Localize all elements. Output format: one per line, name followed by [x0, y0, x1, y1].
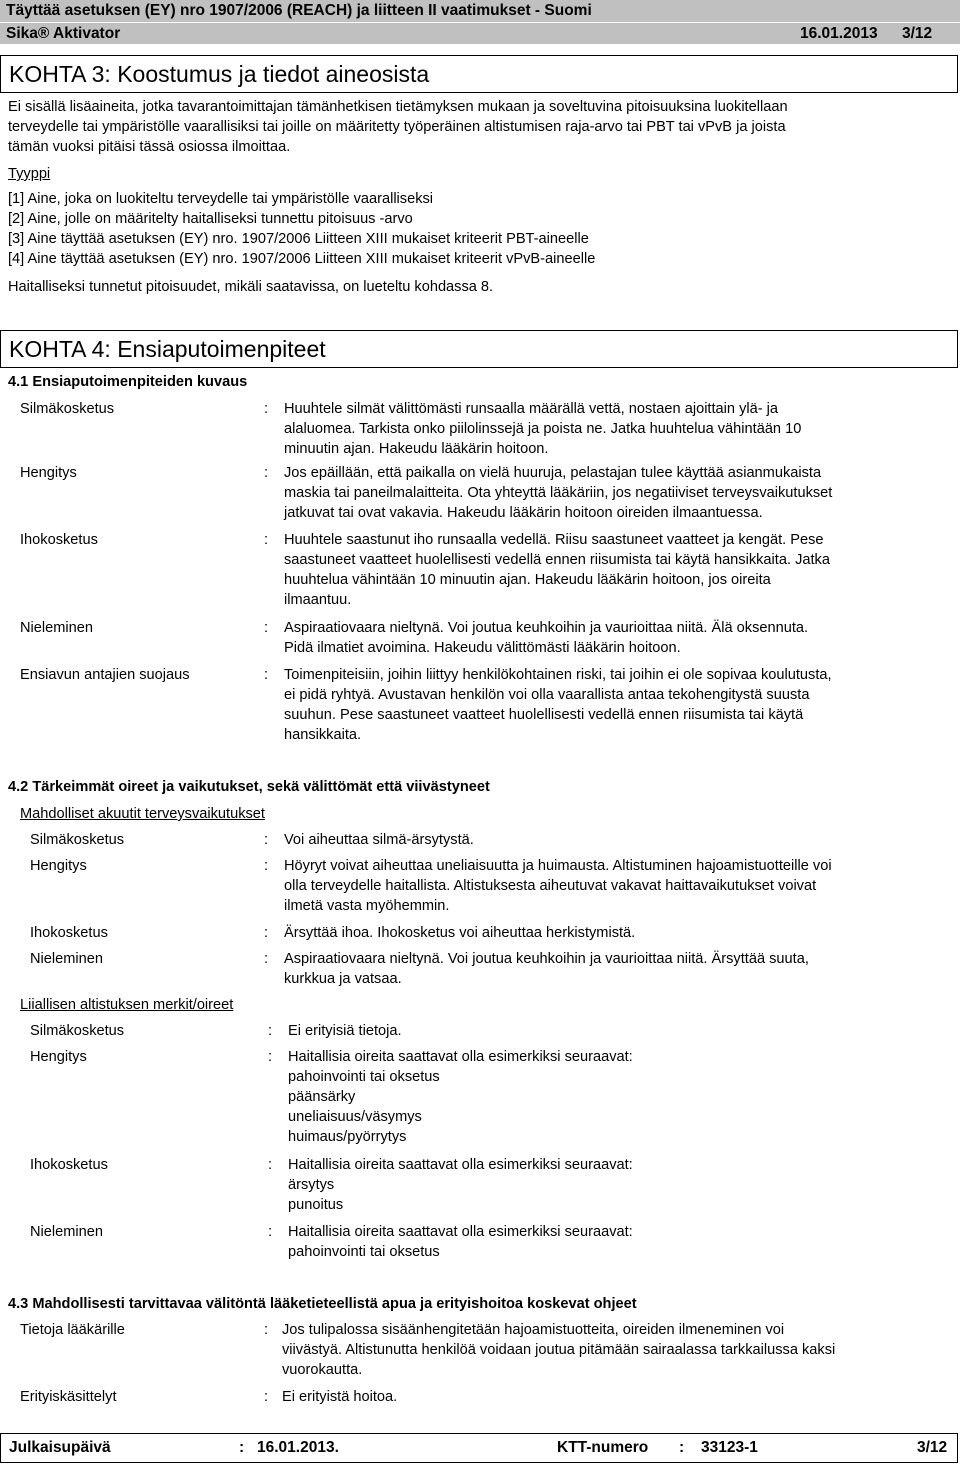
footer-separator: :	[679, 1439, 685, 1456]
row-value	[284, 463, 944, 523]
row-value	[288, 1047, 948, 1147]
row-separator: :	[264, 401, 269, 417]
row-label: Nieleminen	[20, 620, 94, 636]
row-separator: :	[264, 925, 269, 941]
value-line: Pidä ilmatiet avoimina. Hakeudu välittömästi lääkärin hoitoon.	[284, 640, 681, 656]
document-subheader	[0, 23, 960, 44]
publication-date-label: Julkaisupäivä	[9, 1439, 111, 1456]
header-page-number: 3/12	[902, 25, 933, 42]
section-3-intro	[8, 97, 953, 157]
row-value	[288, 1155, 948, 1215]
row-label: Ihokosketus	[30, 1157, 108, 1173]
row-separator: :	[264, 667, 269, 683]
value-line: Aspiraatiovaara nieltynä. Voi joutua keuhkoihin ja vaurioittaa niitä. Ärsyttää suuta,	[284, 951, 809, 967]
value-line: päänsärky	[288, 1089, 356, 1105]
row-label: Nieleminen	[30, 951, 104, 967]
row-label: Ensiavun antajien suojaus	[20, 667, 190, 683]
value-line: vuorokautta.	[282, 1362, 363, 1378]
value-line: Jos tulipalossa sisäänhengitetään hajoamistuotteita, oireiden ilmeneminen voi	[282, 1322, 785, 1338]
acute-effects-title: Mahdolliset akuutit terveysvaikutukset	[20, 806, 265, 822]
value-line: Voi aiheuttaa silmä-ärsytystä.	[284, 832, 474, 848]
row-label: Hengitys	[20, 465, 77, 481]
type-item: [1] Aine, joka on luokiteltu terveydelle tai ympäristölle vaaralliseksi	[8, 191, 434, 207]
value-line: ilmaantuu.	[284, 592, 352, 608]
row-separator: :	[268, 1049, 273, 1065]
value-line: punoitus	[288, 1197, 344, 1213]
section-3-heading: KOHTA 3: Koostumus ja tiedot aineosista	[0, 55, 958, 93]
row-value	[284, 830, 944, 850]
row-value	[284, 399, 944, 459]
value-line: ei pidä ryhtyä. Avustavan henkilön voi olla vaarallista antaa tekohengitystä suusta	[284, 687, 810, 703]
row-separator: :	[268, 1224, 273, 1240]
row-label: Nieleminen	[30, 1224, 104, 1240]
row-label: Silmäkosketus	[30, 1023, 125, 1039]
value-line: kurkkua ja vatsaa.	[284, 971, 402, 987]
intro-line: Ei sisällä lisäaineita, jotka tavarantoimittajan tämänhetkisen tietämyksen mukaan ja soveltuvina pitoisuuksina luokitellaan	[8, 99, 788, 115]
row-value	[284, 618, 944, 658]
value-line: huuhtelua vähintään 10 minuutin ajan. Hakeudu lääkärin hoitoon, jos oireita	[284, 572, 771, 588]
section-4-heading: KOHTA 4: Ensiaputoimenpiteet	[0, 330, 958, 368]
row-separator: :	[264, 532, 269, 548]
row-value	[284, 665, 944, 745]
value-line: alaluomea. Tarkista onko piilolinssejä ja poista ne. Jatka huuhtelua vähintään 10	[284, 421, 802, 437]
row-separator: :	[264, 465, 269, 481]
subsection-4-3-title: 4.3 Mahdollisesti tarvittavaa välitöntä lääketieteellistä apua ja erityishoitoa koskevat ohjeet	[8, 1296, 637, 1312]
row-label: Hengitys	[30, 1049, 87, 1065]
row-value	[282, 1320, 942, 1380]
row-label: Ihokosketus	[20, 532, 98, 548]
type-item: [2] Aine, jolle on määritelty haitalliseksi tunnettu pitoisuus -arvo	[8, 211, 413, 227]
row-label: Ihokosketus	[30, 925, 108, 941]
type-label: Tyyppi	[8, 166, 51, 182]
row-value	[282, 1387, 942, 1407]
footer-page-number: 3/12	[917, 1439, 948, 1456]
footer-separator: :	[239, 1439, 245, 1456]
value-line: Haitallisia oireita saattavat olla esimerkiksi seuraavat:	[288, 1157, 633, 1173]
intro-line: tämän vuoksi pitäisi tässä osiossa ilmoittaa.	[8, 139, 291, 155]
row-label: Hengitys	[30, 858, 87, 874]
value-line: viivästyä. Altistunutta henkilöä voidaan joutua pitämään sairaalassa tarkkailussa kaksi	[282, 1342, 836, 1358]
value-line: ilmetä vasta myöhemmin.	[284, 898, 450, 914]
value-line: maskia tai paneilmalaitteita. Ota yhteyttä lääkäriin, jos negatiiviset terveysvaikutukset	[284, 485, 833, 501]
value-line: minuutin ajan. Hakeudu lääkärin hoitoon.	[284, 441, 549, 457]
ktt-number-value: 33123-1	[701, 1439, 758, 1456]
value-line: pahoinvointi tai oksetus	[288, 1244, 440, 1260]
value-line: Ei erityistä hoitoa.	[282, 1389, 398, 1405]
value-line: Ärsyttää ihoa. Ihokosketus voi aiheuttaa herkistymistä.	[284, 925, 636, 941]
row-separator: :	[264, 1322, 269, 1338]
row-value	[284, 949, 944, 989]
row-separator: :	[264, 832, 269, 848]
section-3-note: Haitalliseksi tunnetut pitoisuudet, mikäli saatavissa, on lueteltu kohdassa 8.	[8, 279, 494, 295]
row-label: Tietoja lääkärille	[20, 1322, 125, 1338]
value-line: suuhun. Pese saastuneet vaatteet huolellisesti vedellä ennen riisumista tai käytä	[284, 707, 804, 723]
row-value	[284, 856, 944, 916]
row-separator: :	[264, 858, 269, 874]
value-line: Aspiraatiovaara nieltynä. Voi joutua keuhkoihin ja vaurioittaa niitä. Älä oksennuta.	[284, 620, 809, 636]
value-line: Huuhtele silmät välittömästi runsaalla määrällä vettä, nostaen ajoittain ylä- ja	[284, 401, 778, 417]
row-value	[288, 1222, 948, 1262]
value-line: jatkuvat tai ovat vakavia. Hakeudu lääkärin hoitoon oireiden ilmaantuessa.	[284, 505, 763, 521]
subsection-4-1-title: 4.1 Ensiaputoimenpiteiden kuvaus	[8, 374, 248, 390]
row-separator: :	[264, 1389, 269, 1405]
value-line: Ei erityisiä tietoja.	[288, 1023, 402, 1039]
value-line: Jos epäillään, että paikalla on vielä huuruja, pelastajan tulee käyttää asianmukaista	[284, 465, 822, 481]
type-item: [3] Aine täyttää asetuksen (EY) nro. 1907/2006 Liitteen XIII mukaiset kriteerit PBT-aineelle	[8, 231, 589, 247]
product-name: Sika® Aktivator	[6, 25, 121, 42]
header-date: 16.01.2013	[800, 25, 878, 42]
value-line: Höyryt voivat aiheuttaa uneliaisuutta ja huimausta. Altistuminen hajoamistuotteille voi	[284, 858, 832, 874]
value-line: olla terveydelle haitallista. Altistuksesta aiheutuvat vakavat haittavaikutukset voivat	[284, 878, 817, 894]
value-line: uneliaisuus/väsymys	[288, 1109, 422, 1125]
value-line: Haitallisia oireita saattavat olla esimerkiksi seuraavat:	[288, 1049, 633, 1065]
page-footer	[0, 1433, 958, 1463]
subsection-4-2-title: 4.2 Tärkeimmät oireet ja vaikutukset, sekä välittömät että viivästyneet	[8, 779, 490, 795]
row-label: Silmäkosketus	[20, 401, 115, 417]
row-separator: :	[268, 1023, 273, 1039]
value-line: Huuhtele saastunut iho runsaalla vedellä. Riisu saastuneet vaatteet ja kengät. Pese	[284, 532, 824, 548]
intro-line: terveydelle tai ympäristölle vaarallisiksi tai joille on määritetty työperäinen altistumisen raja-arvo tai PBT tai vPvB ja joista	[8, 119, 786, 135]
ktt-number-label: KTT-numero	[557, 1439, 649, 1456]
value-line: pahoinvointi tai oksetus	[288, 1069, 440, 1085]
overexposure-title: Liiallisen altistuksen merkit/oireet	[20, 997, 234, 1013]
row-label: Silmäkosketus	[30, 832, 125, 848]
row-value	[284, 923, 944, 943]
value-line: huimaus/pyörrytys	[288, 1129, 407, 1145]
value-line: saastuneet vaatteet huolellisesti vedellä ennen riisumista tai käytä hansikkaita. Jatka	[284, 552, 830, 568]
row-value	[288, 1021, 948, 1041]
row-value	[284, 530, 944, 610]
row-separator: :	[264, 620, 269, 636]
value-line: ärsytys	[288, 1177, 335, 1193]
value-line: Haitallisia oireita saattavat olla esimerkiksi seuraavat:	[288, 1224, 633, 1240]
value-line: Toimenpiteisiin, joihin liittyy henkilökohtainen riski, tai joihin ei ole sopivaa koulutusta,	[284, 667, 832, 683]
value-line: hansikkaita.	[284, 727, 362, 743]
type-item: [4] Aine täyttää asetuksen (EY) nro. 1907/2006 Liitteen XIII mukaiset kriteerit vPvB-aineelle	[8, 251, 596, 267]
row-separator: :	[264, 951, 269, 967]
type-list	[8, 189, 953, 269]
row-label: Erityiskäsittelyt	[20, 1389, 117, 1405]
row-separator: :	[268, 1157, 273, 1173]
document-title: Täyttää asetuksen (EY) nro 1907/2006 (REACH) ja liitteen II vaatimukset - Suomi	[0, 0, 960, 22]
publication-date-value: 16.01.2013.	[257, 1439, 339, 1456]
